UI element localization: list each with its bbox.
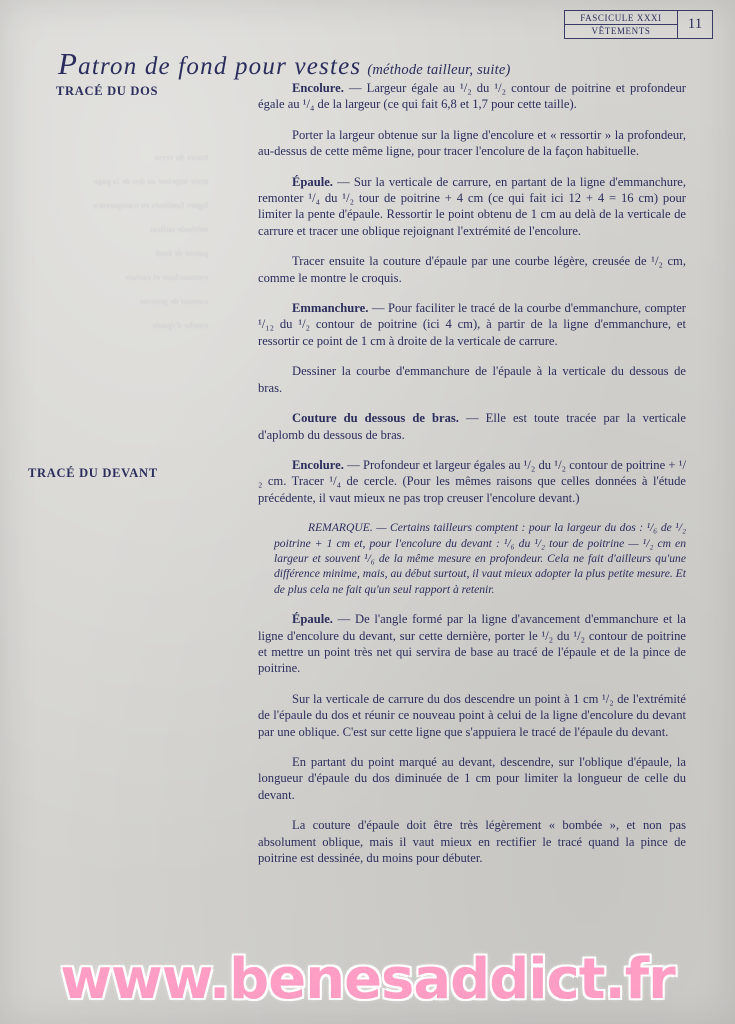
paragraph-dos-encolure: Encolure. — Largeur égale au ¹/₂ du ¹/₂ contour de poitrine et profondeur égale au ¹/₄ de la largeur (ce qui fait 6,8 et 1,7 pour cette taille). bbox=[258, 81, 686, 112]
term-lead-in: Épaule. bbox=[292, 612, 333, 627]
showthrough-line: traces du verso bbox=[154, 152, 208, 162]
showthrough-line: texte imprimé au dos de la page bbox=[93, 176, 208, 186]
page-title bbox=[58, 46, 511, 82]
paragraph-devant-verticale: Sur la verticale de carrure du dos descendre un point à 1 cm ¹/₂ de l'extrémité de l'épaule du dos et réunir ce nouveau point à celui de la ligne d'encolure du devant par une oblique. C'est sur cette ligne que s'appuiera le tracé de l'épaule du devant. bbox=[258, 691, 686, 739]
paragraph-dos-dessiner: Dessiner la courbe d'emmanchure de l'épaule à la verticale du dessous de bras. bbox=[258, 364, 686, 395]
paragraph-devant-partant: En partant du point marqué au devant, descendre, sur l'oblique d'épaule, la longueur d'épaule du dos diminuée de 1 cm pour limiter la longueur de celle du devant. bbox=[258, 755, 686, 802]
remark-lead-in: REMARQUE. bbox=[308, 521, 377, 535]
category-label: VÊTEMENTS bbox=[591, 26, 651, 36]
section-label-devant: TRACÉ DU DEVANT bbox=[28, 466, 158, 480]
paragraph-dos-couture: Couture du dessous de bras. — Elle est toute tracée par la verticale d'aplomb du dessous de bras. bbox=[258, 411, 686, 442]
paragraph-dos-tracer: Tracer ensuite la couture d'épaule par une courbe légère, creusée de ¹/₂ cm, comme le montre le croquis. bbox=[258, 254, 686, 285]
showthrough-line: emmanchure et carrure bbox=[125, 272, 208, 282]
paragraph-devant-remarque: REMARQUE. — Certains tailleurs comptent : pour la largeur du dos : ¹/₆ de ¹/₂ poitrine + 1 cm et, pour l'encolure du devant : ¹/₆ du ¹/₂ tour de poitrine — ¹/₂ cm en largeur et souvent ¹/₆ de la même mesure en profondeur. Cela ne fait d'ailleurs qu'une différence minime, mais, au début surtout, il vaut mieux adopter la plus petite mesure. Et de plus cela ne fait qu'un seul rapport à retenir. bbox=[274, 521, 686, 596]
body-text-column bbox=[258, 80, 686, 880]
showthrough-line: contour de poitrine bbox=[139, 296, 208, 306]
paragraph-devant-encolure: Encolure. — Profondeur et largeur égales au ¹/₂ du ¹/₂ contour de poitrine + ¹/₂ cm. Tracer ¹/₄ de cercle. (Pour les mêmes raisons que celles données à l'étude précédente, il vaut mieux ne pas trop creuser l'encolure devant.) bbox=[258, 457, 686, 505]
title-main bbox=[58, 46, 362, 81]
paragraph-devant-epaule: Épaule. — De l'angle formé par la ligne d'avancement d'emmanchure et la ligne d'encolure du devant, sur cette dernière, porter le ¹/₂ du ¹/₂ contour de poitrine et mettre un point très net qui servira de base au tracé de l'épaule et de la pince de poitrine. bbox=[258, 612, 686, 676]
watermark-text: www.benesaddict.fr bbox=[60, 947, 675, 1012]
paragraph-dos-porter: Porter la largeur obtenue sur la ligne d'encolure et « ressortir » la profondeur, au-dessus de cette même ligne, pour tracer l'encolure de la façon habituelle. bbox=[258, 127, 686, 159]
showthrough-line: courbe d'épaule bbox=[151, 320, 208, 330]
showthrough-line: patron de fond bbox=[155, 248, 208, 258]
term-lead-in: Encolure. bbox=[292, 81, 344, 95]
title-drop-cap: P bbox=[58, 46, 79, 81]
paragraph-dos-epaule: Épaule. — Sur la verticale de carrure, en partant de la ligne d'emmanchure, remonter ¹/₄ du ¹/₂ tour de poitrine + 4 cm (ce qui fait ici 12 + 4 = 16 cm) pour limiter la pente d'épaule. Ressortir le point obtenu de 1 cm au delà de la verticale de carrure et tracer une oblique rejoignant l'extrémité de l'encolure. bbox=[258, 174, 686, 238]
term-lead-in: Emmanchure. bbox=[292, 301, 369, 316]
showthrough-line: lignes fantômes en transparence bbox=[92, 200, 208, 210]
term-lead-in: Épaule. bbox=[292, 174, 333, 189]
reverse-side-showthrough bbox=[8, 150, 208, 870]
title-subtitle: (méthode tailleur, suite) bbox=[367, 62, 511, 78]
page-header-box bbox=[564, 10, 713, 39]
title-main-text: atron de fond pour vestes bbox=[78, 53, 362, 80]
section-label-dos: TRACÉ DU DOS bbox=[56, 84, 159, 98]
term-lead-in: Encolure. bbox=[292, 457, 344, 472]
paragraph-devant-couture: La couture d'épaule doit être très légèrement « bombée », et non pas absolument oblique, mais il vaut mieux en rectifier le tracé quand la pince de poitrine est dessinée, du moins pour débuter. bbox=[258, 818, 686, 866]
header-identifiers bbox=[565, 11, 678, 38]
fascicule-label: FASCICULE XXXI bbox=[565, 11, 677, 25]
paragraph-dos-emmanchure: Emmanchure. — Pour faciliter le tracé de la courbe d'emmanchure, compter ¹/₁₂ du ¹/₂ contour de poitrine (ici 4 cm), à partir de la ligne d'emmanchure, et ressortir ce point de 1 cm à droite de la verticale de carrure. bbox=[258, 301, 686, 348]
term-lead-in: Couture du dessous de bras. bbox=[292, 411, 459, 426]
page-number: 11 bbox=[687, 16, 703, 32]
showthrough-line: méthode tailleur bbox=[149, 224, 208, 234]
